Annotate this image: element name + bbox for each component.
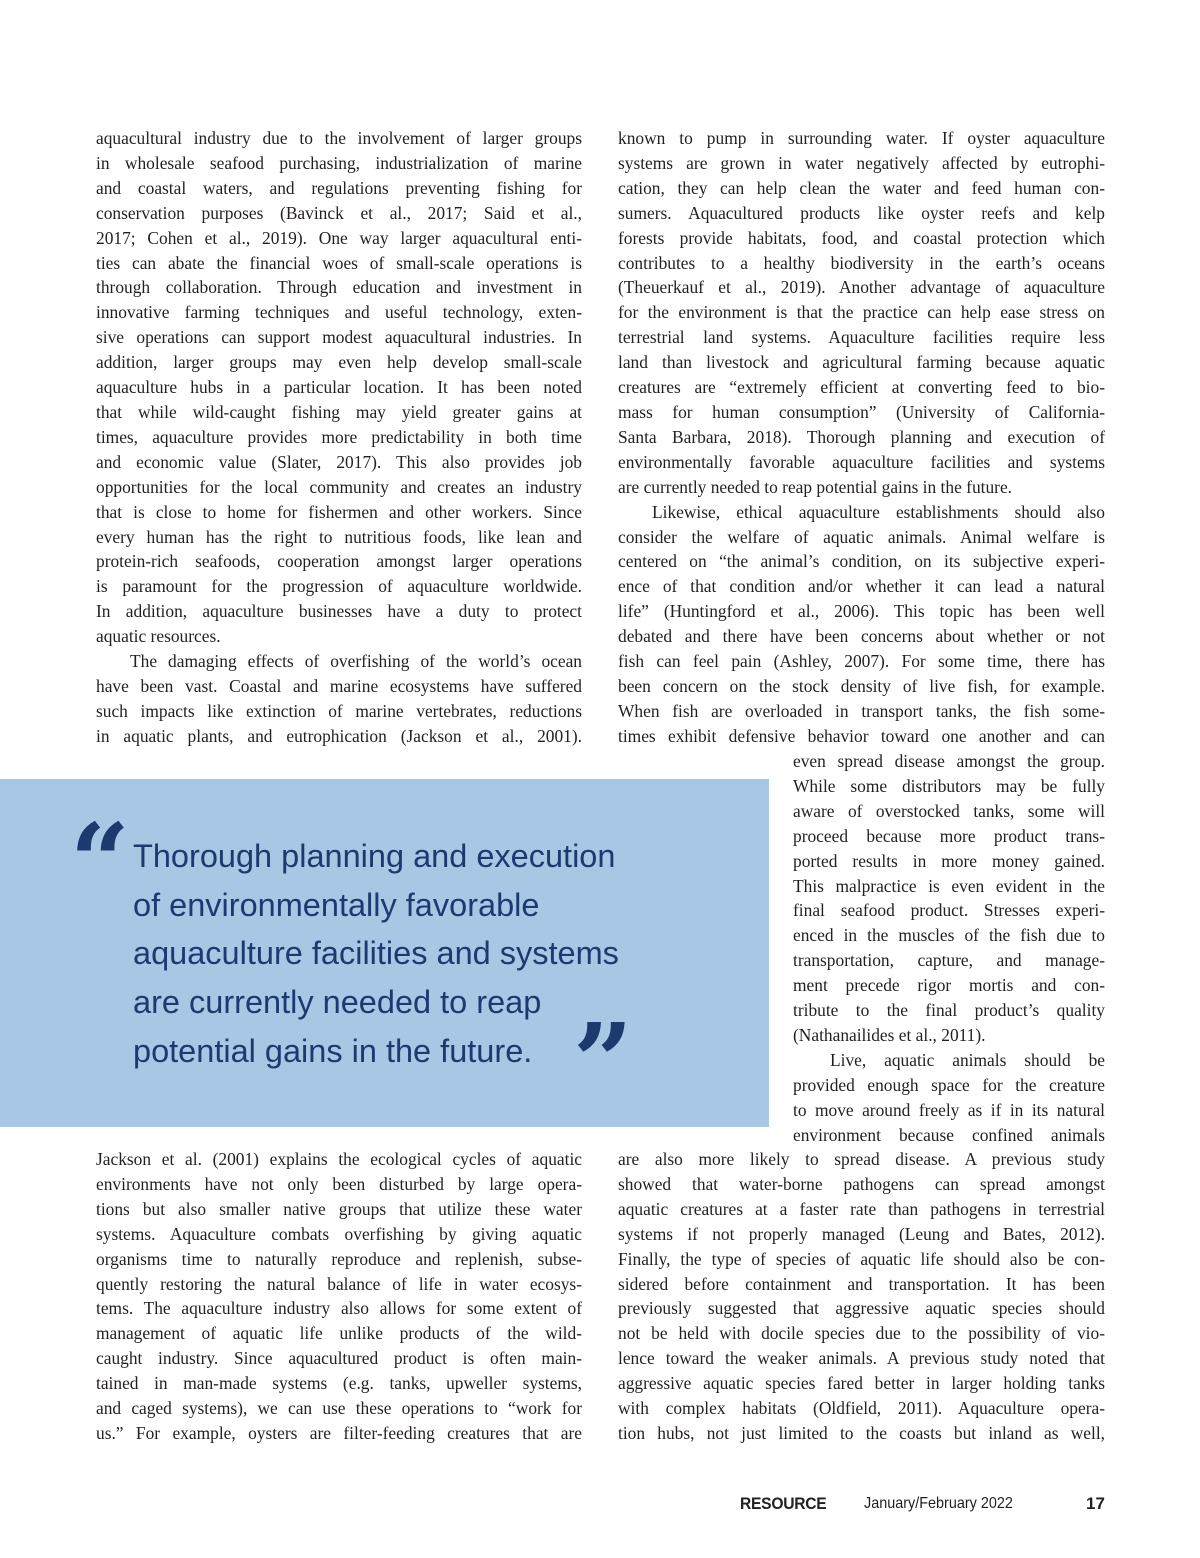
pullquote-line: of environmentally favorable — [133, 886, 540, 923]
body-text-line: not be held with docile species due to the possibility of vio- — [618, 1323, 1105, 1344]
body-text-line: The damaging effects of overfishing of the world’s ocean — [130, 651, 582, 672]
body-text-line: for the environment is that the practice can help ease stress on — [618, 302, 1105, 323]
body-text-line: In addition, aquaculture businesses have a duty to protect — [96, 601, 582, 622]
body-text-line: showed that water-borne pathogens can spread amongst — [618, 1173, 1105, 1194]
body-text-line: in aquatic plants, and eutrophication (Jackson et al., 2001). — [96, 725, 582, 746]
open-quote-mark: “ — [70, 800, 130, 923]
body-text-line: through collaboration. Through education and investment in — [96, 277, 582, 298]
body-text-line: enced in the muscles of the fish due to — [793, 925, 1105, 946]
body-text-line: times exhibit defensive behavior toward one another and can — [618, 725, 1105, 746]
body-text-line: land than livestock and agricultural farming because aquatic — [618, 352, 1105, 373]
body-text-line: and coastal waters, and regulations preventing fishing for — [96, 177, 582, 198]
body-text-line: contributes to a healthy biodiversity in the earth’s oceans — [618, 252, 1105, 273]
body-text-line: tribute to the final product’s quality — [793, 1000, 1105, 1021]
body-text-line: (Theuerkauf et al., 2019). Another advantage of aquaculture — [618, 277, 1105, 298]
body-text-line: provided enough space for the creature — [793, 1074, 1105, 1095]
body-text-line: Likewise, ethical aquaculture establishments should also — [652, 501, 1105, 522]
body-column-right-bottom — [618, 1147, 1105, 1446]
body-text-line: and caged systems), we can use these operations to “work for — [96, 1398, 582, 1419]
body-text-line: environments have not only been disturbed by large opera- — [96, 1173, 582, 1194]
body-text-line: 2017; Cohen et al., 2019). One way larger aquacultural enti- — [96, 227, 582, 248]
body-text-line: previously suggested that aggressive aquatic species should — [618, 1298, 1105, 1319]
pullquote-line: are currently needed to reap — [133, 984, 542, 1021]
body-text-line: conservation purposes (Bavinck et al., 2017; Said et al., — [96, 202, 582, 223]
body-text-line: This malpractice is even evident in the — [793, 875, 1105, 896]
body-text-line: final seafood product. Stresses experi- — [793, 900, 1105, 921]
body-text-line: systems if not properly managed (Leung and Bates, 2012). — [618, 1223, 1105, 1244]
body-text-line: Jackson et al. (2001) explains the ecological cycles of aquatic — [96, 1149, 582, 1169]
issue-date: January/February 2022 — [864, 1495, 1013, 1512]
body-text-line: even spread disease amongst the group. — [793, 751, 1105, 771]
body-text-line: proceed because more product trans- — [793, 825, 1105, 846]
body-text-line: are also more likely to spread disease. A previous study — [618, 1149, 1105, 1169]
body-text-line: tems. The aquaculture industry also allows for some extent of — [96, 1298, 582, 1319]
body-text-line: sidered before containment and transportation. It has been — [618, 1273, 1105, 1294]
body-column-left-top — [96, 126, 582, 749]
body-text-line: known to pump in surrounding water. If oyster aquaculture — [618, 128, 1105, 148]
body-text-line: opportunities for the local community and creates an industry — [96, 476, 582, 497]
body-text-line: While some distributors may be fully — [793, 775, 1105, 796]
body-text-line: cation, they can help clean the water and feed human con- — [618, 177, 1105, 198]
pullquote-line: aquaculture facilities and systems — [133, 935, 619, 972]
body-text-line: Live, aquatic animals should be — [830, 1049, 1105, 1070]
pullquote-line: potential gains in the future. — [133, 1032, 533, 1069]
body-text-line: with complex habitats (Oldfield, 2011). Aquaculture opera- — [618, 1398, 1105, 1419]
body-text-line: systems. Aquaculture combats overfishing by giving aquatic — [96, 1223, 582, 1244]
body-text-line: and economic value (Slater, 2017). This also provides job — [96, 451, 582, 472]
pullquote-line: Thorough planning and execution — [133, 838, 616, 874]
body-text-line: aquatic resources. — [96, 626, 221, 647]
body-text-line: debated and there have been concerns about whether or not — [618, 626, 1105, 647]
body-text-line: tion hubs, not just limited to the coasts but inland as well, — [618, 1422, 1105, 1443]
body-column-left-bottom — [96, 1147, 582, 1446]
body-text-line: environmentally favorable aquaculture facilities and systems — [618, 451, 1105, 472]
page-number: 17 — [1086, 1494, 1105, 1513]
body-text-line: environment because confined animals — [793, 1124, 1105, 1145]
body-text-line: aware of overstocked tanks, some will — [793, 800, 1105, 821]
body-text-line: aquaculture hubs in a particular location. It has been noted — [96, 377, 582, 398]
body-text-line: lence toward the weaker animals. A previous study noted that — [618, 1348, 1105, 1369]
body-text-line: ment precede rigor mortis and con- — [793, 975, 1105, 996]
body-text-line: forests provide habitats, food, and coastal protection which — [618, 227, 1105, 248]
body-text-line: When fish are overloaded in transport tanks, the fish some- — [618, 700, 1105, 721]
close-quote-mark: ” — [573, 1000, 633, 1123]
publication-name: RESOURCE — [740, 1494, 827, 1513]
body-text-line: sive operations can support modest aquacultural industries. In — [96, 327, 582, 348]
body-text-line: that is close to home for fishermen and other workers. Since — [96, 501, 582, 522]
body-text-line: creatures are “extremely efficient at converting feed to bio- — [618, 377, 1105, 398]
body-text-line: ence of that condition and/or whether it can lead a natural — [618, 576, 1105, 597]
body-text-line: management of aquatic life unlike products of the wild- — [96, 1323, 582, 1344]
body-text-line: organisms time to naturally reproduce and replenish, subse- — [96, 1248, 582, 1269]
body-text-line: such impacts like extinction of marine vertebrates, reductions — [96, 700, 582, 721]
body-text-line: are currently needed to reap potential gains in the future. — [618, 476, 1013, 497]
body-text-line: us.” For example, oysters are filter-feeding creatures that are — [96, 1422, 582, 1443]
body-text-line: is paramount for the progression of aquaculture worldwide. — [96, 576, 582, 597]
page-footer — [0, 1494, 1200, 1524]
body-text-line: systems are grown in water negatively affected by eutrophi- — [618, 152, 1105, 173]
body-text-line: been concern on the stock density of live fish, for example. — [618, 675, 1105, 696]
body-text-line: times, aquaculture provides more predictability in both time — [96, 426, 582, 447]
body-column-right-narrow — [793, 749, 1105, 1148]
body-text-line: in wholesale seafood purchasing, industrialization of marine — [96, 152, 582, 173]
body-text-line: aquacultural industry due to the involvement of larger groups — [96, 128, 582, 148]
body-text-line: Santa Barbara, 2018). Thorough planning and execution of — [618, 426, 1105, 447]
body-text-line: (Nathanailides et al., 2011). — [793, 1024, 986, 1045]
body-text-line: centered on “the animal’s condition, on its subjective experi- — [618, 551, 1105, 572]
body-text-line: caught industry. Since aquacultured product is often main- — [96, 1348, 582, 1369]
body-text-line: quently restoring the natural balance of life in water ecosys- — [96, 1273, 582, 1294]
body-text-line: protein-rich seafoods, cooperation amongst larger operations — [96, 551, 582, 572]
body-text-line: innovative farming techniques and useful technology, exten- — [96, 302, 582, 323]
body-text-line: aggressive aquatic species fared better in larger holding tanks — [618, 1373, 1105, 1394]
body-column-right-top — [618, 126, 1105, 749]
body-text-line: ties can abate the financial woes of small-scale operations is — [96, 252, 582, 273]
body-text-line: life” (Huntingford et al., 2006). This topic has been well — [618, 601, 1105, 622]
body-text-line: tions but also smaller native groups that utilize these water — [96, 1198, 582, 1219]
body-text-line: sumers. Aquacultured products like oyster reefs and kelp — [618, 202, 1105, 223]
body-text-line: that while wild-caught fishing may yield greater gains at — [96, 401, 582, 422]
body-text-line: fish can feel pain (Ashley, 2007). For some time, there has — [618, 651, 1105, 672]
body-text-line: every human has the right to nutritious foods, like lean and — [96, 526, 582, 547]
body-text-line: mass for human consumption” (University of California- — [618, 401, 1105, 422]
body-text-line: terrestrial land systems. Aquaculture facilities require less — [618, 327, 1105, 348]
body-text-line: Finally, the type of species of aquatic life should also be con- — [618, 1248, 1105, 1269]
body-text-line: aquatic creatures at a faster rate than pathogens in terrestrial — [618, 1198, 1105, 1219]
body-text-line: to move around freely as if in its natural — [793, 1099, 1105, 1120]
body-text-line: ported results in more money gained. — [793, 850, 1105, 871]
body-text-line: addition, larger groups may even help develop small-scale — [96, 352, 582, 373]
body-text-line: consider the welfare of aquatic animals. Animal welfare is — [618, 526, 1105, 547]
body-text-line: have been vast. Coastal and marine ecosystems have suffered — [96, 675, 582, 696]
body-text-line: tained in man-made systems (e.g. tanks, upweller systems, — [96, 1373, 582, 1394]
body-text-line: transportation, capture, and manage- — [793, 950, 1105, 971]
